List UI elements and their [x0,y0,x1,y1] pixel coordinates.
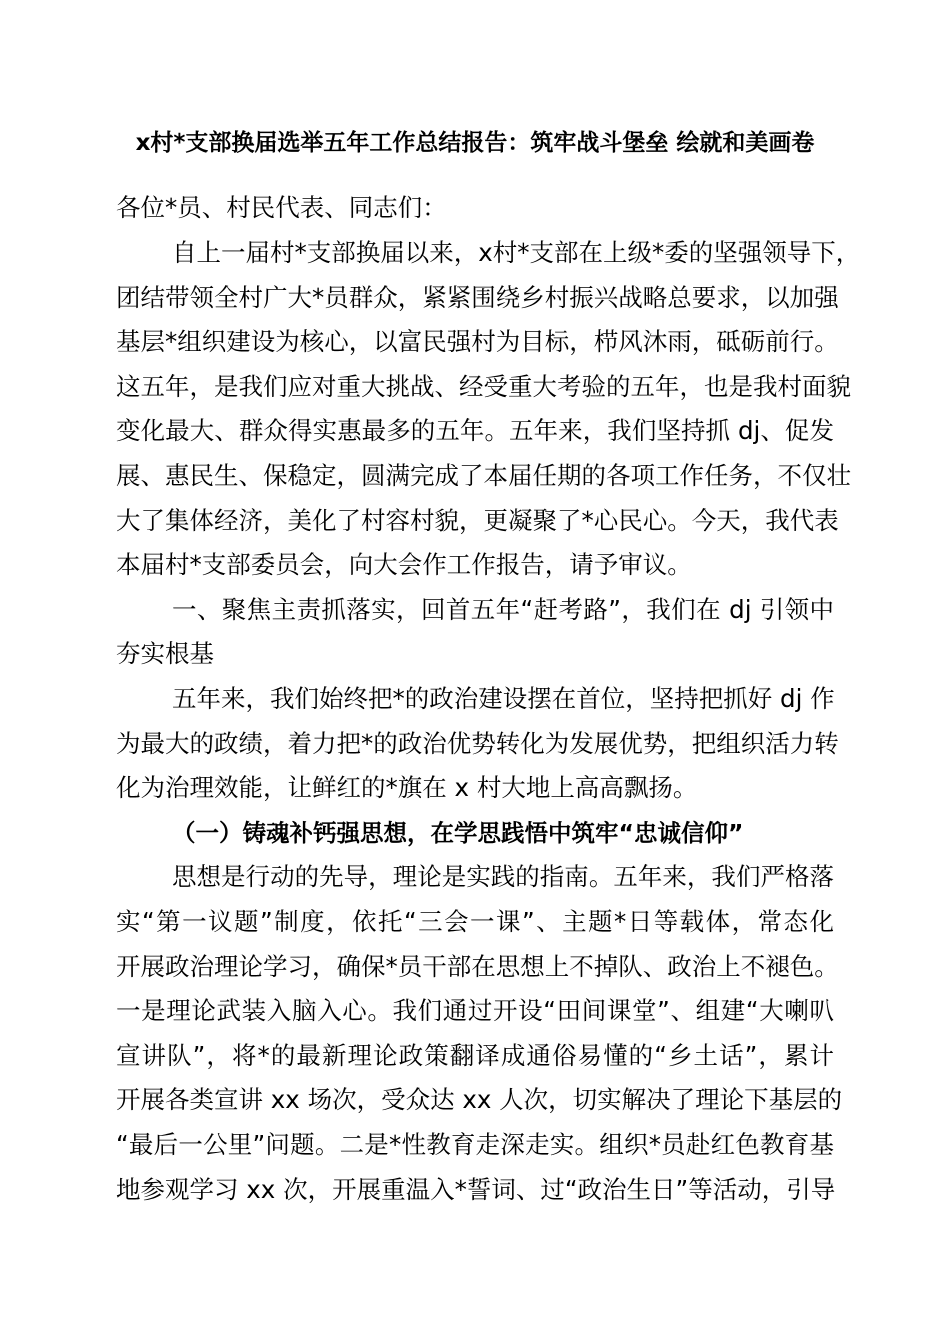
paragraph-line: 实“第一议题”制度，依托“三会一课”、主题*日等载体，常态化 [116,907,834,936]
paragraph-line: 团结带领全村广大*员群众，紧紧围绕乡村振兴战略总要求，以加强 [116,282,839,312]
paragraph-line: 本届村*支部委员会，向大会作工作报告，请予审议。 [116,550,692,580]
paragraph-line: 一是理论武装入脑入心。我们通过开设“田间课堂”、组建“大喇叭 [116,996,834,1026]
paragraph-line: 地参观学习 xx 次，开展重温入*誓词、过“政治生日”等活动，引导 [116,1174,836,1204]
paragraph-line: 自上一届村*支部换届以来，x村*支部在上级*委的坚强领导下， [172,238,861,267]
paragraph-line: 五年来，我们始终把*的政治建设摆在首位，坚持把抓好 dj 作 [172,684,835,713]
paragraph-line: “最后一公里”问题。二是*性教育走深走实。组织*员赴红色教育基 [116,1130,834,1159]
paragraph-line: 化为治理效能，让鲜红的*旗在 x 村大地上高高飘扬。 [116,773,698,803]
paragraph-line: 宣讲队”，将*的最新理论政策翻译成通俗易懂的“乡土话”，累计 [116,1040,834,1070]
document-title: x村*支部换届选举五年工作总结报告：筑牢战斗堡垒 绘就和美画卷 [135,130,815,156]
paragraph-line: 大了集体经济，美化了村容村貌，更凝聚了*心民心。今天，我代表 [116,505,839,535]
section-heading: （一）铸魂补钙强思想，在学思践悟中筑牢“忠诚信仰” [172,818,744,847]
paragraph-line: 变化最大、群众得实惠最多的五年。五年来，我们坚持抓 dj、促发 [116,416,834,446]
paragraph-line: 开展各类宣讲 xx 场次，受众达 xx 人次，切实解决了理论下基层的 [116,1085,843,1115]
paragraph-line: 一、聚焦主责抓落实，回首五年“赶考路”，我们在 dj 引领中 [172,594,834,624]
paragraph-line: 夯实根基 [116,639,214,669]
greeting: 各位*员、村民代表、同志们： [116,193,447,222]
paragraph-line: 开展政治理论学习，确保*员干部在思想上不掉队、政治上不褪色。 [116,951,839,981]
paragraph-line: 思想是行动的先导，理论是实践的指南。五年来，我们严格落 [172,862,834,892]
paragraph-line: 为最大的政绩，着力把*的政治优势转化为发展优势，把组织活力转 [116,728,839,758]
paragraph-line: 这五年，是我们应对重大挑战、经受重大考验的五年，也是我村面貌 [116,371,851,401]
paragraph-line: 基层*组织建设为核心，以富民强村为目标，栉风沐雨，砥砺前行。 [116,327,839,357]
paragraph-line: 展、惠民生、保稳定，圆满完成了本届任期的各项工作任务，不仅壮 [116,461,851,490]
